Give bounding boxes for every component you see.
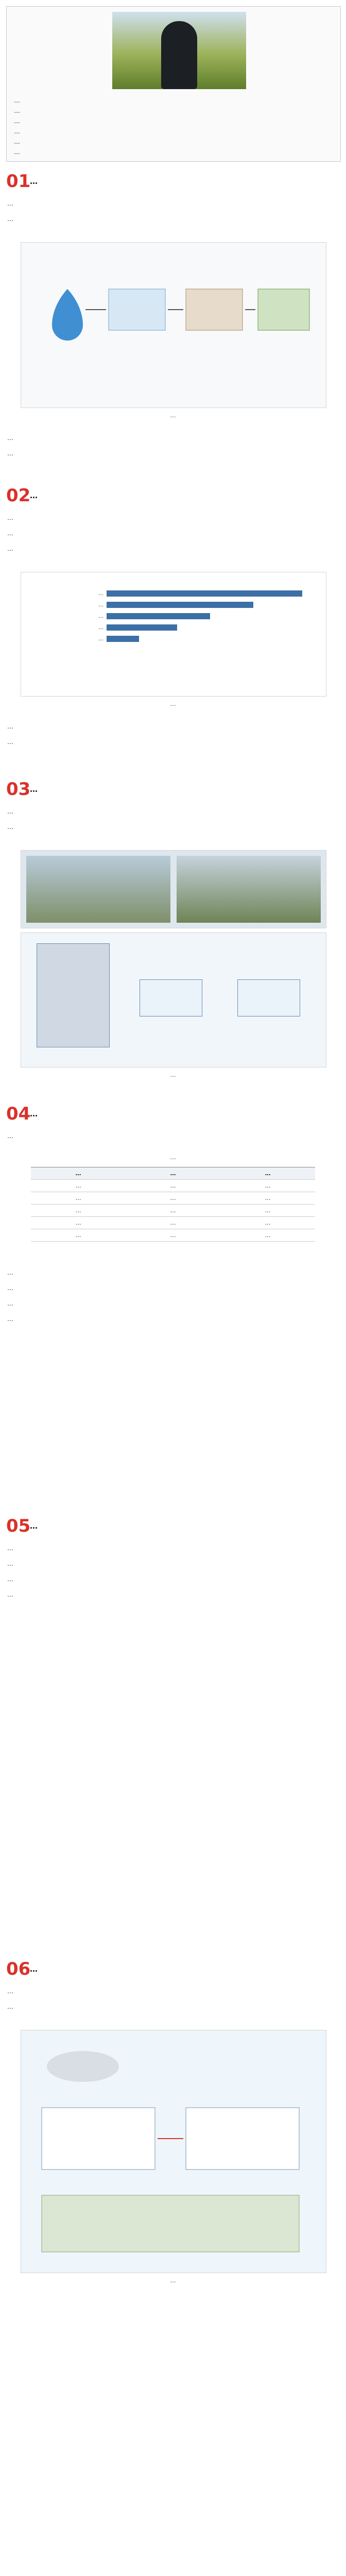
table-cell: … (220, 1205, 315, 1217)
section-header (6, 778, 38, 801)
water-cycle-diagram (21, 243, 326, 408)
pipe-network-icon (109, 289, 165, 330)
table-cell: … (220, 1217, 315, 1229)
table-row (31, 1229, 315, 1242)
rainwater-system-diagram (21, 2030, 326, 2273)
bar-category-label: … (98, 590, 103, 597)
table-header-cell: … (126, 1167, 220, 1180)
bar (107, 613, 210, 619)
author-card (6, 6, 341, 162)
author-figure (161, 21, 197, 89)
paragraph: … (7, 215, 13, 223)
section-title: … (30, 1521, 38, 1531)
bio-line: … (14, 97, 20, 104)
figure-3-photos (21, 850, 326, 928)
figure-caption: … (170, 1072, 176, 1078)
table-cell: … (31, 1229, 126, 1242)
bar-category-label: … (98, 624, 103, 631)
bio-line: … (14, 128, 20, 135)
table-header-cell: … (220, 1167, 315, 1180)
paragraph: … (7, 808, 13, 815)
table-row (31, 1180, 315, 1192)
paragraph: … (7, 738, 13, 745)
table-header-cell: … (31, 1167, 126, 1180)
section-header (6, 1515, 38, 1537)
table-caption: … (170, 1154, 176, 1161)
figure-5 (21, 2030, 326, 2273)
table-cell: … (126, 1180, 220, 1192)
paragraph: … (7, 1988, 13, 1995)
table-cell: … (126, 1229, 220, 1242)
figure-2 (21, 572, 326, 697)
table-row (31, 1192, 315, 1205)
section-title: … (30, 1109, 38, 1118)
section-number: 02 (6, 485, 31, 506)
water-drop-icon (52, 289, 83, 341)
table-cell: … (220, 1192, 315, 1205)
bar-category-label: … (98, 636, 103, 642)
ground-section (42, 2195, 299, 2252)
table-row (31, 1205, 315, 1217)
paragraph: … (7, 1575, 13, 1583)
paragraph: … (7, 450, 13, 457)
bio-line: … (14, 148, 20, 156)
author-bio (14, 95, 333, 157)
paragraph: … (7, 1315, 13, 1323)
storage-tank-box (237, 979, 300, 1016)
paragraph: … (7, 1300, 13, 1307)
section-header (6, 170, 38, 193)
table-header-row (31, 1167, 315, 1180)
figure-1 (21, 242, 326, 408)
section-header (6, 1103, 38, 1125)
paragraph: … (7, 1545, 13, 1552)
building-block (37, 943, 110, 1047)
building-photo (26, 856, 170, 923)
bar-row (31, 599, 316, 611)
process-box (186, 2108, 299, 2170)
paragraph: … (7, 723, 13, 730)
table-cell: … (31, 1205, 126, 1217)
paragraph: … (7, 1284, 13, 1292)
bar (107, 636, 139, 642)
paragraph: … (7, 1269, 13, 1276)
figure-caption: … (170, 2277, 176, 2284)
paragraph: … (7, 1591, 13, 1598)
bar (107, 590, 302, 597)
table-cell: … (31, 1217, 126, 1229)
table-cell: … (31, 1192, 126, 1205)
bio-line: … (14, 107, 20, 114)
table-cell: … (126, 1192, 220, 1205)
paragraph: … (7, 530, 13, 537)
bar (107, 624, 177, 631)
bar-row (31, 622, 316, 633)
bar-row (31, 611, 316, 622)
section-header (6, 484, 38, 507)
section-number: 04 (6, 1104, 31, 1124)
greywater-treatment-box (140, 979, 202, 1016)
table-cell: … (220, 1229, 315, 1242)
figure-caption: … (170, 701, 176, 707)
section-number: 06 (6, 1959, 31, 1979)
paragraph: … (7, 514, 13, 521)
bar (107, 602, 253, 608)
figure-caption: … (170, 412, 176, 419)
treatment-plant-icon (186, 289, 243, 330)
section-number: 05 (6, 1516, 31, 1536)
section-title: … (30, 1964, 38, 1974)
section-title: … (30, 491, 38, 500)
table-cell: … (126, 1217, 220, 1229)
table-cell: … (220, 1180, 315, 1192)
paragraph: … (7, 1132, 13, 1140)
figure-3-diagram (21, 933, 326, 1067)
landscape-icon (258, 289, 309, 330)
bar-category-label: … (98, 602, 103, 608)
cloud-icon (47, 2051, 119, 2082)
paragraph: … (7, 2003, 13, 2010)
section-number: 01 (6, 171, 31, 192)
bar-category-label: … (98, 613, 103, 619)
bar-chart (21, 572, 326, 660)
paragraph: … (7, 823, 13, 831)
bio-line: … (14, 138, 20, 145)
paragraph: … (7, 1560, 13, 1567)
building-photo (177, 856, 321, 923)
section-header (6, 1958, 38, 1980)
table-cell: … (126, 1205, 220, 1217)
paragraph: … (7, 545, 13, 552)
table-cell: … (31, 1180, 126, 1192)
section-number: 03 (6, 779, 31, 800)
bar-row (31, 588, 316, 599)
paragraph: … (7, 434, 13, 442)
data-table (31, 1167, 315, 1242)
table-row (31, 1217, 315, 1229)
author-photo (112, 12, 246, 89)
section-title: … (30, 177, 38, 186)
paragraph: … (7, 200, 13, 207)
bio-line: … (14, 117, 20, 125)
section-title: … (30, 785, 38, 794)
process-box (42, 2108, 155, 2170)
bar-row (31, 633, 316, 645)
